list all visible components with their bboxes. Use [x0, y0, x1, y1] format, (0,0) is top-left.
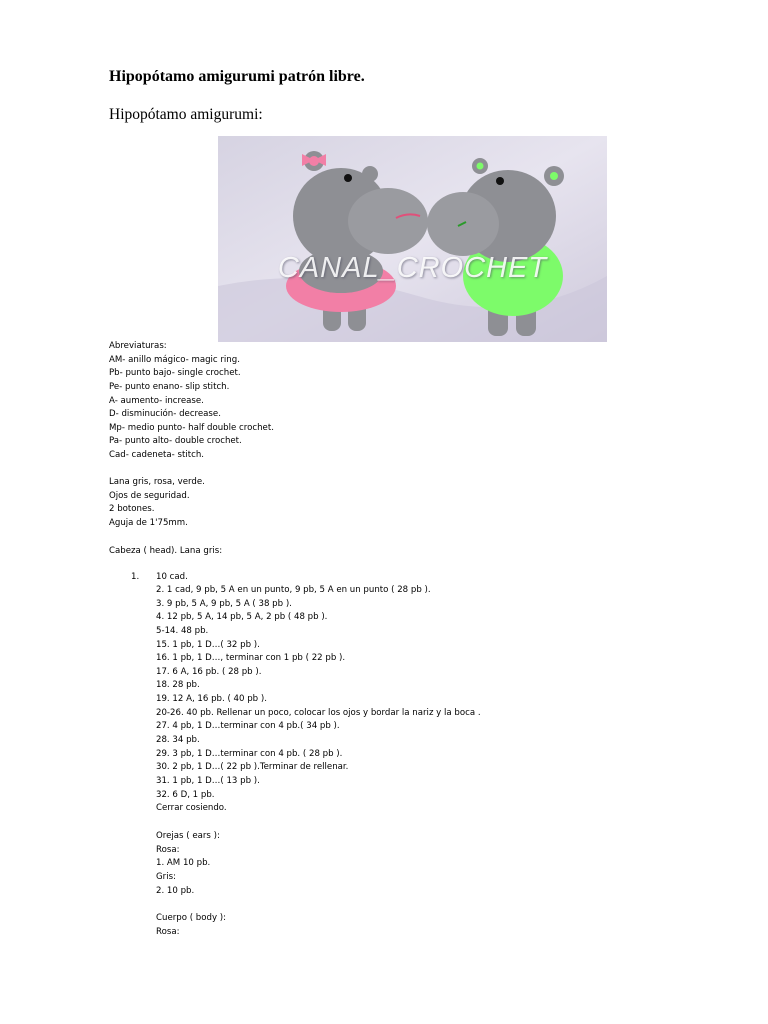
step-text: 10 cad.: [156, 572, 188, 582]
document-subtitle: Hipopótamo amigurumi:: [109, 106, 263, 123]
body-section: [156, 912, 226, 939]
abbreviations-section: [109, 340, 274, 463]
pattern-row: 19. 12 A, 16 pb. ( 40 pb ).: [156, 694, 267, 705]
hippo-photo: [218, 136, 607, 342]
head-first-step: [131, 571, 188, 585]
body-line: Rosa:: [156, 926, 180, 937]
abbreviation-item: D- disminución- decrease.: [109, 409, 221, 420]
pattern-row: 16. 1 pb, 1 D…, terminar con 1 pb ( 22 pb ).: [156, 653, 346, 664]
list-number: 1.: [131, 572, 140, 582]
pattern-row: 15. 1 pb, 1 D…( 32 pb ).: [156, 639, 260, 650]
material-item: 2 botones.: [109, 504, 155, 515]
pattern-row: 27. 4 pb, 1 D…terminar con 4 pb.( 34 pb ).: [156, 721, 340, 732]
pattern-row: 18. 28 pb.: [156, 680, 200, 691]
abbreviation-item: Cad- cadeneta- stitch.: [109, 450, 204, 461]
pattern-row: 20-26. 40 pb. Rellenar un poco, colocar los ojos y bordar la nariz y la boca .: [156, 707, 481, 718]
pattern-row: 28. 34 pb.: [156, 735, 200, 746]
pattern-row: 17. 6 A, 16 pb. ( 28 pb ).: [156, 666, 262, 677]
materials-section: [109, 476, 205, 531]
abbreviation-item: A- aumento- increase.: [109, 395, 204, 406]
pattern-row: 3. 9 pb, 5 A, 9 pb, 5 A ( 38 pb ).: [156, 598, 292, 609]
head-rows: [156, 584, 481, 816]
image-watermark: CANAL_CROCHET: [277, 252, 548, 284]
pattern-row: 29. 3 pb, 1 D…terminar con 4 pb. ( 28 pb ).: [156, 748, 343, 759]
pattern-row: 2. 1 cad, 9 pb, 5 A en un punto, 9 pb, 5 A en un punto ( 28 pb ).: [156, 585, 431, 595]
material-item: Aguja de 1'75mm.: [109, 517, 188, 528]
pattern-row: 30. 2 pb, 1 D…( 22 pb ).Terminar de rellenar.: [156, 762, 349, 773]
body-heading: Cuerpo ( body ):: [156, 913, 227, 923]
ears-line: Gris:: [156, 871, 176, 882]
ears-heading: Orejas ( ears ):: [156, 831, 220, 841]
pattern-row: Cerrar cosiendo.: [156, 803, 227, 814]
pattern-row: 5-14. 48 pb.: [156, 625, 209, 636]
pattern-row: 31. 1 pb, 1 D…( 13 pb ).: [156, 775, 260, 786]
abbreviation-item: Mp- medio punto- half double crochet.: [109, 422, 274, 433]
head-heading: Cabeza ( head). Lana gris:: [109, 546, 223, 556]
material-item: Lana gris, rosa, verde.: [109, 477, 205, 487]
material-item: Ojos de seguridad.: [109, 490, 190, 501]
document-title: Hipopótamo amigurumi patrón libre.: [109, 68, 365, 85]
ears-section: [156, 830, 220, 898]
abbreviation-item: AM- anillo mágico- magic ring.: [109, 354, 240, 365]
abbreviation-item: Pa- punto alto- double crochet.: [109, 436, 242, 447]
ears-line: 1. AM 10 pb.: [156, 858, 211, 869]
pattern-row: 4. 12 pb, 5 A, 14 pb, 5 A, 2 pb ( 48 pb ).: [156, 612, 328, 623]
abbreviation-item: Pe- punto enano- slip stitch.: [109, 381, 230, 392]
hippo-illustration: [218, 136, 607, 342]
ears-line: 2. 10 pb.: [156, 885, 195, 896]
pattern-row: 32. 6 D, 1 pb.: [156, 789, 215, 800]
abbreviations-heading: Abreviaturas:: [109, 341, 167, 351]
ears-line: Rosa:: [156, 844, 180, 855]
abbreviation-item: Pb- punto bajo- single crochet.: [109, 368, 241, 379]
